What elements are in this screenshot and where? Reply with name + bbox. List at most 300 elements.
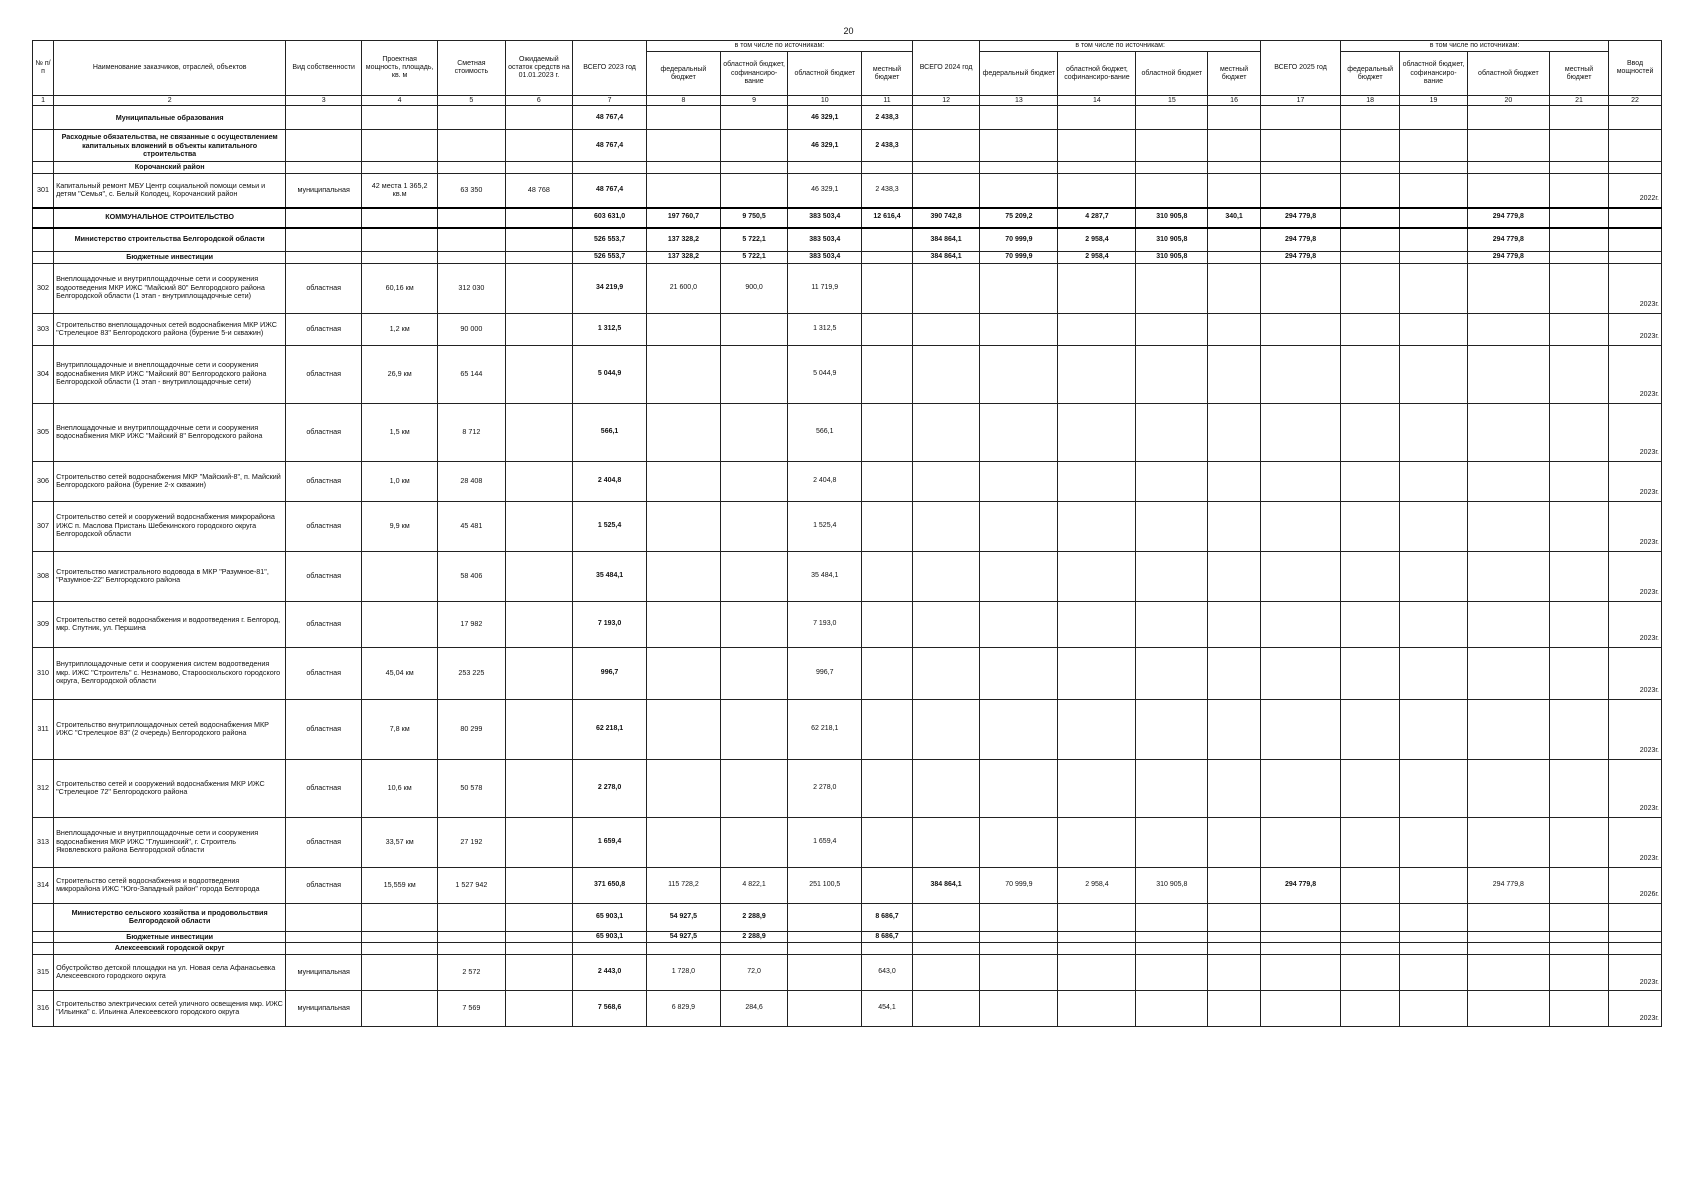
local-2023	[862, 162, 913, 174]
commission-year	[1609, 903, 1662, 931]
column-number: 20	[1467, 96, 1549, 106]
regional-2025	[1467, 461, 1549, 501]
remaining-funds	[505, 903, 573, 931]
capacity	[362, 551, 438, 601]
local-2024: 340,1	[1208, 208, 1261, 228]
capacity: 26,9 км	[362, 345, 438, 403]
regional-cofin-2025	[1400, 943, 1468, 955]
regional-cofin-2024	[1058, 943, 1136, 955]
regional-cofin-2023	[720, 601, 788, 647]
table-row	[33, 867, 1662, 903]
section-row	[33, 162, 1662, 174]
federal-2025	[1341, 106, 1400, 130]
ownership: областная	[286, 647, 362, 699]
local-2023	[862, 699, 913, 759]
local-2024	[1208, 759, 1261, 817]
table-body	[33, 106, 1662, 1027]
object-name: Бюджетные инвестиции	[54, 252, 286, 264]
row-number	[33, 162, 54, 174]
federal-2023: 115 728,2	[646, 867, 720, 903]
ownership: областная	[286, 551, 362, 601]
regional-2025	[1467, 403, 1549, 461]
column-number: 16	[1208, 96, 1261, 106]
regional-cofin-2025	[1400, 252, 1468, 264]
commission-year: 2023г.	[1609, 647, 1662, 699]
capacity	[362, 943, 438, 955]
commission-year: 2023г.	[1609, 990, 1662, 1026]
commission-year: 2023г.	[1609, 461, 1662, 501]
capacity: 9,9 км	[362, 501, 438, 551]
regional-2024	[1136, 501, 1208, 551]
row-number	[33, 130, 54, 162]
ownership	[286, 943, 362, 955]
remaining-funds	[505, 817, 573, 867]
object-name: Внеплощадочные и внутриплощадочные сети и сооружения водоотведения МКР ИЖС "Майский 80" Белгородского района Белгородской области (1 этап - внутриплощадочные сети)	[54, 263, 286, 313]
header-federal-2025: федеральный бюджет	[1341, 52, 1400, 96]
federal-2025	[1341, 817, 1400, 867]
estimated-cost: 1 527 942	[438, 867, 506, 903]
regional-2024: 310 905,8	[1136, 252, 1208, 264]
regional-cofin-2024	[1058, 313, 1136, 345]
regional-cofin-2025	[1400, 817, 1468, 867]
federal-2024	[980, 699, 1058, 759]
row-number	[33, 252, 54, 264]
remaining-funds	[505, 943, 573, 955]
local-2024	[1208, 403, 1261, 461]
section-row	[33, 931, 1662, 943]
row-number	[33, 208, 54, 228]
federal-2024: 70 999,9	[980, 867, 1058, 903]
regional-2023: 383 503,4	[788, 208, 862, 228]
total-2023	[573, 162, 647, 174]
regional-2025	[1467, 263, 1549, 313]
local-2024	[1208, 903, 1261, 931]
investment-table	[32, 40, 1662, 1027]
local-2024	[1208, 252, 1261, 264]
estimated-cost	[438, 252, 506, 264]
header-federal-2024: федеральный бюджет	[980, 52, 1058, 96]
total-2024	[912, 501, 980, 551]
federal-2024	[980, 954, 1058, 990]
total-2025	[1260, 263, 1340, 313]
capacity: 7,8 км	[362, 699, 438, 759]
regional-cofin-2024	[1058, 601, 1136, 647]
local-2025	[1550, 345, 1609, 403]
estimated-cost: 65 144	[438, 345, 506, 403]
header-total-2024: ВСЕГО 2024 год	[912, 41, 980, 96]
total-2025	[1260, 931, 1340, 943]
total-2025	[1260, 903, 1340, 931]
regional-2024	[1136, 699, 1208, 759]
local-2023: 2 438,3	[862, 174, 913, 208]
header-remain: Ожидаемый остаток средств на 01.01.2023 г.	[505, 41, 573, 96]
estimated-cost: 312 030	[438, 263, 506, 313]
estimated-cost: 7 569	[438, 990, 506, 1026]
regional-cofin-2024	[1058, 551, 1136, 601]
total-2024: 384 864,1	[912, 252, 980, 264]
capacity	[362, 228, 438, 252]
federal-2025	[1341, 699, 1400, 759]
regional-2025	[1467, 990, 1549, 1026]
estimated-cost: 90 000	[438, 313, 506, 345]
regional-2025	[1467, 551, 1549, 601]
regional-2024: 310 905,8	[1136, 228, 1208, 252]
section-row	[33, 252, 1662, 264]
row-number: 302	[33, 263, 54, 313]
regional-2025: 294 779,8	[1467, 208, 1549, 228]
regional-cofin-2025	[1400, 461, 1468, 501]
row-number	[33, 228, 54, 252]
ownership: муниципальная	[286, 954, 362, 990]
regional-cofin-2025	[1400, 106, 1468, 130]
table-row	[33, 501, 1662, 551]
local-2024	[1208, 990, 1261, 1026]
total-2025: 294 779,8	[1260, 252, 1340, 264]
header-total-2025: ВСЕГО 2025 год	[1260, 41, 1340, 96]
federal-2025	[1341, 403, 1400, 461]
regional-cofin-2023: 5 722,1	[720, 228, 788, 252]
table-row	[33, 263, 1662, 313]
total-2023: 5 044,9	[573, 345, 647, 403]
local-2023: 8 686,7	[862, 931, 913, 943]
total-2025	[1260, 943, 1340, 955]
total-2025	[1260, 990, 1340, 1026]
total-2023: 7 193,0	[573, 601, 647, 647]
local-2023	[862, 647, 913, 699]
ownership: муниципальная	[286, 990, 362, 1026]
federal-2025	[1341, 647, 1400, 699]
local-2023	[862, 228, 913, 252]
estimated-cost: 45 481	[438, 501, 506, 551]
header-regional-2025: областной бюджет	[1467, 52, 1549, 96]
remaining-funds	[505, 252, 573, 264]
regional-cofin-2025	[1400, 551, 1468, 601]
commission-year: 2023г.	[1609, 551, 1662, 601]
object-name: Бюджетные инвестиции	[54, 931, 286, 943]
total-2024	[912, 954, 980, 990]
local-2024	[1208, 943, 1261, 955]
federal-2023	[646, 817, 720, 867]
regional-2024	[1136, 903, 1208, 931]
capacity	[362, 208, 438, 228]
federal-2023	[646, 106, 720, 130]
regional-2024	[1136, 130, 1208, 162]
federal-2023: 54 927,5	[646, 931, 720, 943]
ownership	[286, 931, 362, 943]
estimated-cost	[438, 130, 506, 162]
regional-cofin-2024	[1058, 990, 1136, 1026]
regional-2023: 62 218,1	[788, 699, 862, 759]
object-name: КОММУНАЛЬНОЕ СТРОИТЕЛЬСТВО	[54, 208, 286, 228]
federal-2024	[980, 931, 1058, 943]
regional-2025	[1467, 931, 1549, 943]
header-commission: Ввод мощностей	[1609, 41, 1662, 96]
local-2025	[1550, 252, 1609, 264]
regional-2025	[1467, 817, 1549, 867]
estimated-cost: 27 192	[438, 817, 506, 867]
regional-2024	[1136, 943, 1208, 955]
section-row	[33, 903, 1662, 931]
regional-2024	[1136, 647, 1208, 699]
total-2024	[912, 990, 980, 1026]
regional-cofin-2024	[1058, 106, 1136, 130]
remaining-funds	[505, 313, 573, 345]
regional-cofin-2024: 2 958,4	[1058, 867, 1136, 903]
federal-2023	[646, 699, 720, 759]
total-2023: 35 484,1	[573, 551, 647, 601]
regional-cofin-2023: 900,0	[720, 263, 788, 313]
regional-cofin-2025	[1400, 174, 1468, 208]
regional-2023: 5 044,9	[788, 345, 862, 403]
commission-year: 2023г.	[1609, 501, 1662, 551]
ownership: областная	[286, 403, 362, 461]
row-number: 310	[33, 647, 54, 699]
object-name: Расходные обязательства, не связанные с осуществлением капитальных вложений в объекты капитального строительства	[54, 130, 286, 162]
regional-cofin-2024	[1058, 903, 1136, 931]
estimated-cost	[438, 228, 506, 252]
estimated-cost: 2 572	[438, 954, 506, 990]
row-number: 309	[33, 601, 54, 647]
regional-cofin-2023	[720, 551, 788, 601]
section-row	[33, 130, 1662, 162]
local-2023	[862, 759, 913, 817]
total-2024	[912, 130, 980, 162]
commission-year	[1609, 943, 1662, 955]
total-2024	[912, 551, 980, 601]
total-2025	[1260, 162, 1340, 174]
federal-2025	[1341, 990, 1400, 1026]
regional-cofin-2023: 284,6	[720, 990, 788, 1026]
local-2023	[862, 263, 913, 313]
local-2025	[1550, 990, 1609, 1026]
local-2025	[1550, 931, 1609, 943]
total-2025: 294 779,8	[1260, 867, 1340, 903]
regional-2024	[1136, 990, 1208, 1026]
federal-2023: 137 328,2	[646, 252, 720, 264]
total-2023: 2 404,8	[573, 461, 647, 501]
local-2024	[1208, 263, 1261, 313]
total-2023: 7 568,6	[573, 990, 647, 1026]
regional-2025: 294 779,8	[1467, 867, 1549, 903]
local-2025	[1550, 903, 1609, 931]
estimated-cost	[438, 903, 506, 931]
local-2023	[862, 461, 913, 501]
regional-cofin-2025	[1400, 954, 1468, 990]
column-number: 8	[646, 96, 720, 106]
federal-2025	[1341, 903, 1400, 931]
local-2023	[862, 403, 913, 461]
total-2024: 390 742,8	[912, 208, 980, 228]
regional-2024	[1136, 162, 1208, 174]
regional-cofin-2024	[1058, 759, 1136, 817]
object-name: Корочанский район	[54, 162, 286, 174]
capacity	[362, 931, 438, 943]
local-2024	[1208, 931, 1261, 943]
remaining-funds	[505, 162, 573, 174]
federal-2025	[1341, 954, 1400, 990]
ownership: областная	[286, 601, 362, 647]
column-number: 2	[54, 96, 286, 106]
regional-2023	[788, 931, 862, 943]
regional-cofin-2024	[1058, 130, 1136, 162]
table-row	[33, 313, 1662, 345]
column-number: 3	[286, 96, 362, 106]
federal-2024: 75 209,2	[980, 208, 1058, 228]
row-number: 301	[33, 174, 54, 208]
regional-cofin-2025	[1400, 647, 1468, 699]
row-number: 304	[33, 345, 54, 403]
regional-2025	[1467, 647, 1549, 699]
regional-2023: 2 404,8	[788, 461, 862, 501]
total-2024	[912, 461, 980, 501]
remaining-funds	[505, 759, 573, 817]
federal-2025	[1341, 313, 1400, 345]
federal-2025	[1341, 345, 1400, 403]
table-row	[33, 817, 1662, 867]
estimated-cost: 50 578	[438, 759, 506, 817]
object-name: Строительство внеплощадочных сетей водоснабжения МКР ИЖС "Стрелецкое 83" Белгородского района (бурение 5-и скважин)	[54, 313, 286, 345]
local-2024	[1208, 954, 1261, 990]
row-number: 311	[33, 699, 54, 759]
total-2023: 48 767,4	[573, 174, 647, 208]
regional-2023: 566,1	[788, 403, 862, 461]
capacity: 1,5 км	[362, 403, 438, 461]
total-2023: 526 553,7	[573, 228, 647, 252]
regional-2023: 1 659,4	[788, 817, 862, 867]
local-2025	[1550, 943, 1609, 955]
remaining-funds	[505, 263, 573, 313]
header-sources-2024: в том числе по источникам:	[980, 41, 1261, 52]
total-2024	[912, 174, 980, 208]
federal-2024	[980, 461, 1058, 501]
regional-cofin-2023: 5 722,1	[720, 252, 788, 264]
remaining-funds	[505, 106, 573, 130]
regional-cofin-2023	[720, 943, 788, 955]
total-2025	[1260, 759, 1340, 817]
federal-2025	[1341, 162, 1400, 174]
table-row	[33, 759, 1662, 817]
commission-year	[1609, 228, 1662, 252]
header-regional-cofin-2024: областной бюджет, софинансиро-вание	[1058, 52, 1136, 96]
ownership: областная	[286, 313, 362, 345]
ownership: областная	[286, 817, 362, 867]
row-number: 314	[33, 867, 54, 903]
total-2023: 34 219,9	[573, 263, 647, 313]
total-2025	[1260, 403, 1340, 461]
local-2024	[1208, 162, 1261, 174]
capacity: 1,0 км	[362, 461, 438, 501]
table-row	[33, 345, 1662, 403]
federal-2024	[980, 601, 1058, 647]
capacity: 42 места 1 365,2 кв.м	[362, 174, 438, 208]
regional-cofin-2024	[1058, 345, 1136, 403]
remaining-funds	[505, 130, 573, 162]
federal-2024	[980, 130, 1058, 162]
remaining-funds: 48 768	[505, 174, 573, 208]
federal-2024	[980, 263, 1058, 313]
local-2024	[1208, 345, 1261, 403]
commission-year: 2023г.	[1609, 313, 1662, 345]
commission-year	[1609, 106, 1662, 130]
regional-cofin-2024	[1058, 954, 1136, 990]
column-number: 9	[720, 96, 788, 106]
column-number-row	[33, 96, 1662, 106]
column-number: 19	[1400, 96, 1468, 106]
local-2023: 8 686,7	[862, 903, 913, 931]
column-number: 12	[912, 96, 980, 106]
total-2024	[912, 699, 980, 759]
regional-2023: 1 525,4	[788, 501, 862, 551]
regional-2023: 383 503,4	[788, 252, 862, 264]
object-name: Внеплощадочные и внутриплощадочные сети и сооружения водоснабжения МКР ИЖС "Майский 8" Белгородского района	[54, 403, 286, 461]
remaining-funds	[505, 931, 573, 943]
local-2023	[862, 943, 913, 955]
local-2023: 2 438,3	[862, 130, 913, 162]
total-2024	[912, 903, 980, 931]
local-2024	[1208, 174, 1261, 208]
federal-2024	[980, 403, 1058, 461]
local-2024	[1208, 501, 1261, 551]
regional-cofin-2023	[720, 501, 788, 551]
regional-cofin-2023	[720, 162, 788, 174]
local-2024	[1208, 817, 1261, 867]
estimated-cost	[438, 106, 506, 130]
table-row	[33, 461, 1662, 501]
total-2024	[912, 403, 980, 461]
capacity: 15,559 км	[362, 867, 438, 903]
federal-2024	[980, 551, 1058, 601]
column-number: 15	[1136, 96, 1208, 106]
regional-2024	[1136, 263, 1208, 313]
local-2025	[1550, 647, 1609, 699]
row-number	[33, 931, 54, 943]
regional-cofin-2025	[1400, 990, 1468, 1026]
regional-cofin-2023	[720, 174, 788, 208]
regional-2025	[1467, 903, 1549, 931]
federal-2025	[1341, 943, 1400, 955]
total-2024	[912, 263, 980, 313]
header-no: № п/п	[33, 41, 54, 96]
regional-2024: 310 905,8	[1136, 208, 1208, 228]
regional-2024	[1136, 174, 1208, 208]
total-2023: 62 218,1	[573, 699, 647, 759]
capacity: 1,2 км	[362, 313, 438, 345]
local-2024	[1208, 313, 1261, 345]
federal-2023	[646, 461, 720, 501]
regional-cofin-2024	[1058, 699, 1136, 759]
table-row	[33, 174, 1662, 208]
regional-cofin-2023	[720, 817, 788, 867]
remaining-funds	[505, 345, 573, 403]
table-row	[33, 954, 1662, 990]
local-2025	[1550, 759, 1609, 817]
commission-year	[1609, 252, 1662, 264]
row-number: 308	[33, 551, 54, 601]
regional-cofin-2025	[1400, 501, 1468, 551]
commission-year: 2022г.	[1609, 174, 1662, 208]
federal-2023: 6 829,9	[646, 990, 720, 1026]
regional-2024	[1136, 313, 1208, 345]
estimated-cost	[438, 208, 506, 228]
federal-2024	[980, 990, 1058, 1026]
total-2025	[1260, 954, 1340, 990]
object-name: Обустройство детской площадки на ул. Новая села Афанасьевка Алексеевского городского округа	[54, 954, 286, 990]
regional-2025	[1467, 174, 1549, 208]
remaining-funds	[505, 954, 573, 990]
object-name: Строительство электрических сетей уличного освещения мкр. ИЖС "Ильинка" с. Ильинка Алексеевского городского округа	[54, 990, 286, 1026]
table-row	[33, 647, 1662, 699]
table-row	[33, 699, 1662, 759]
